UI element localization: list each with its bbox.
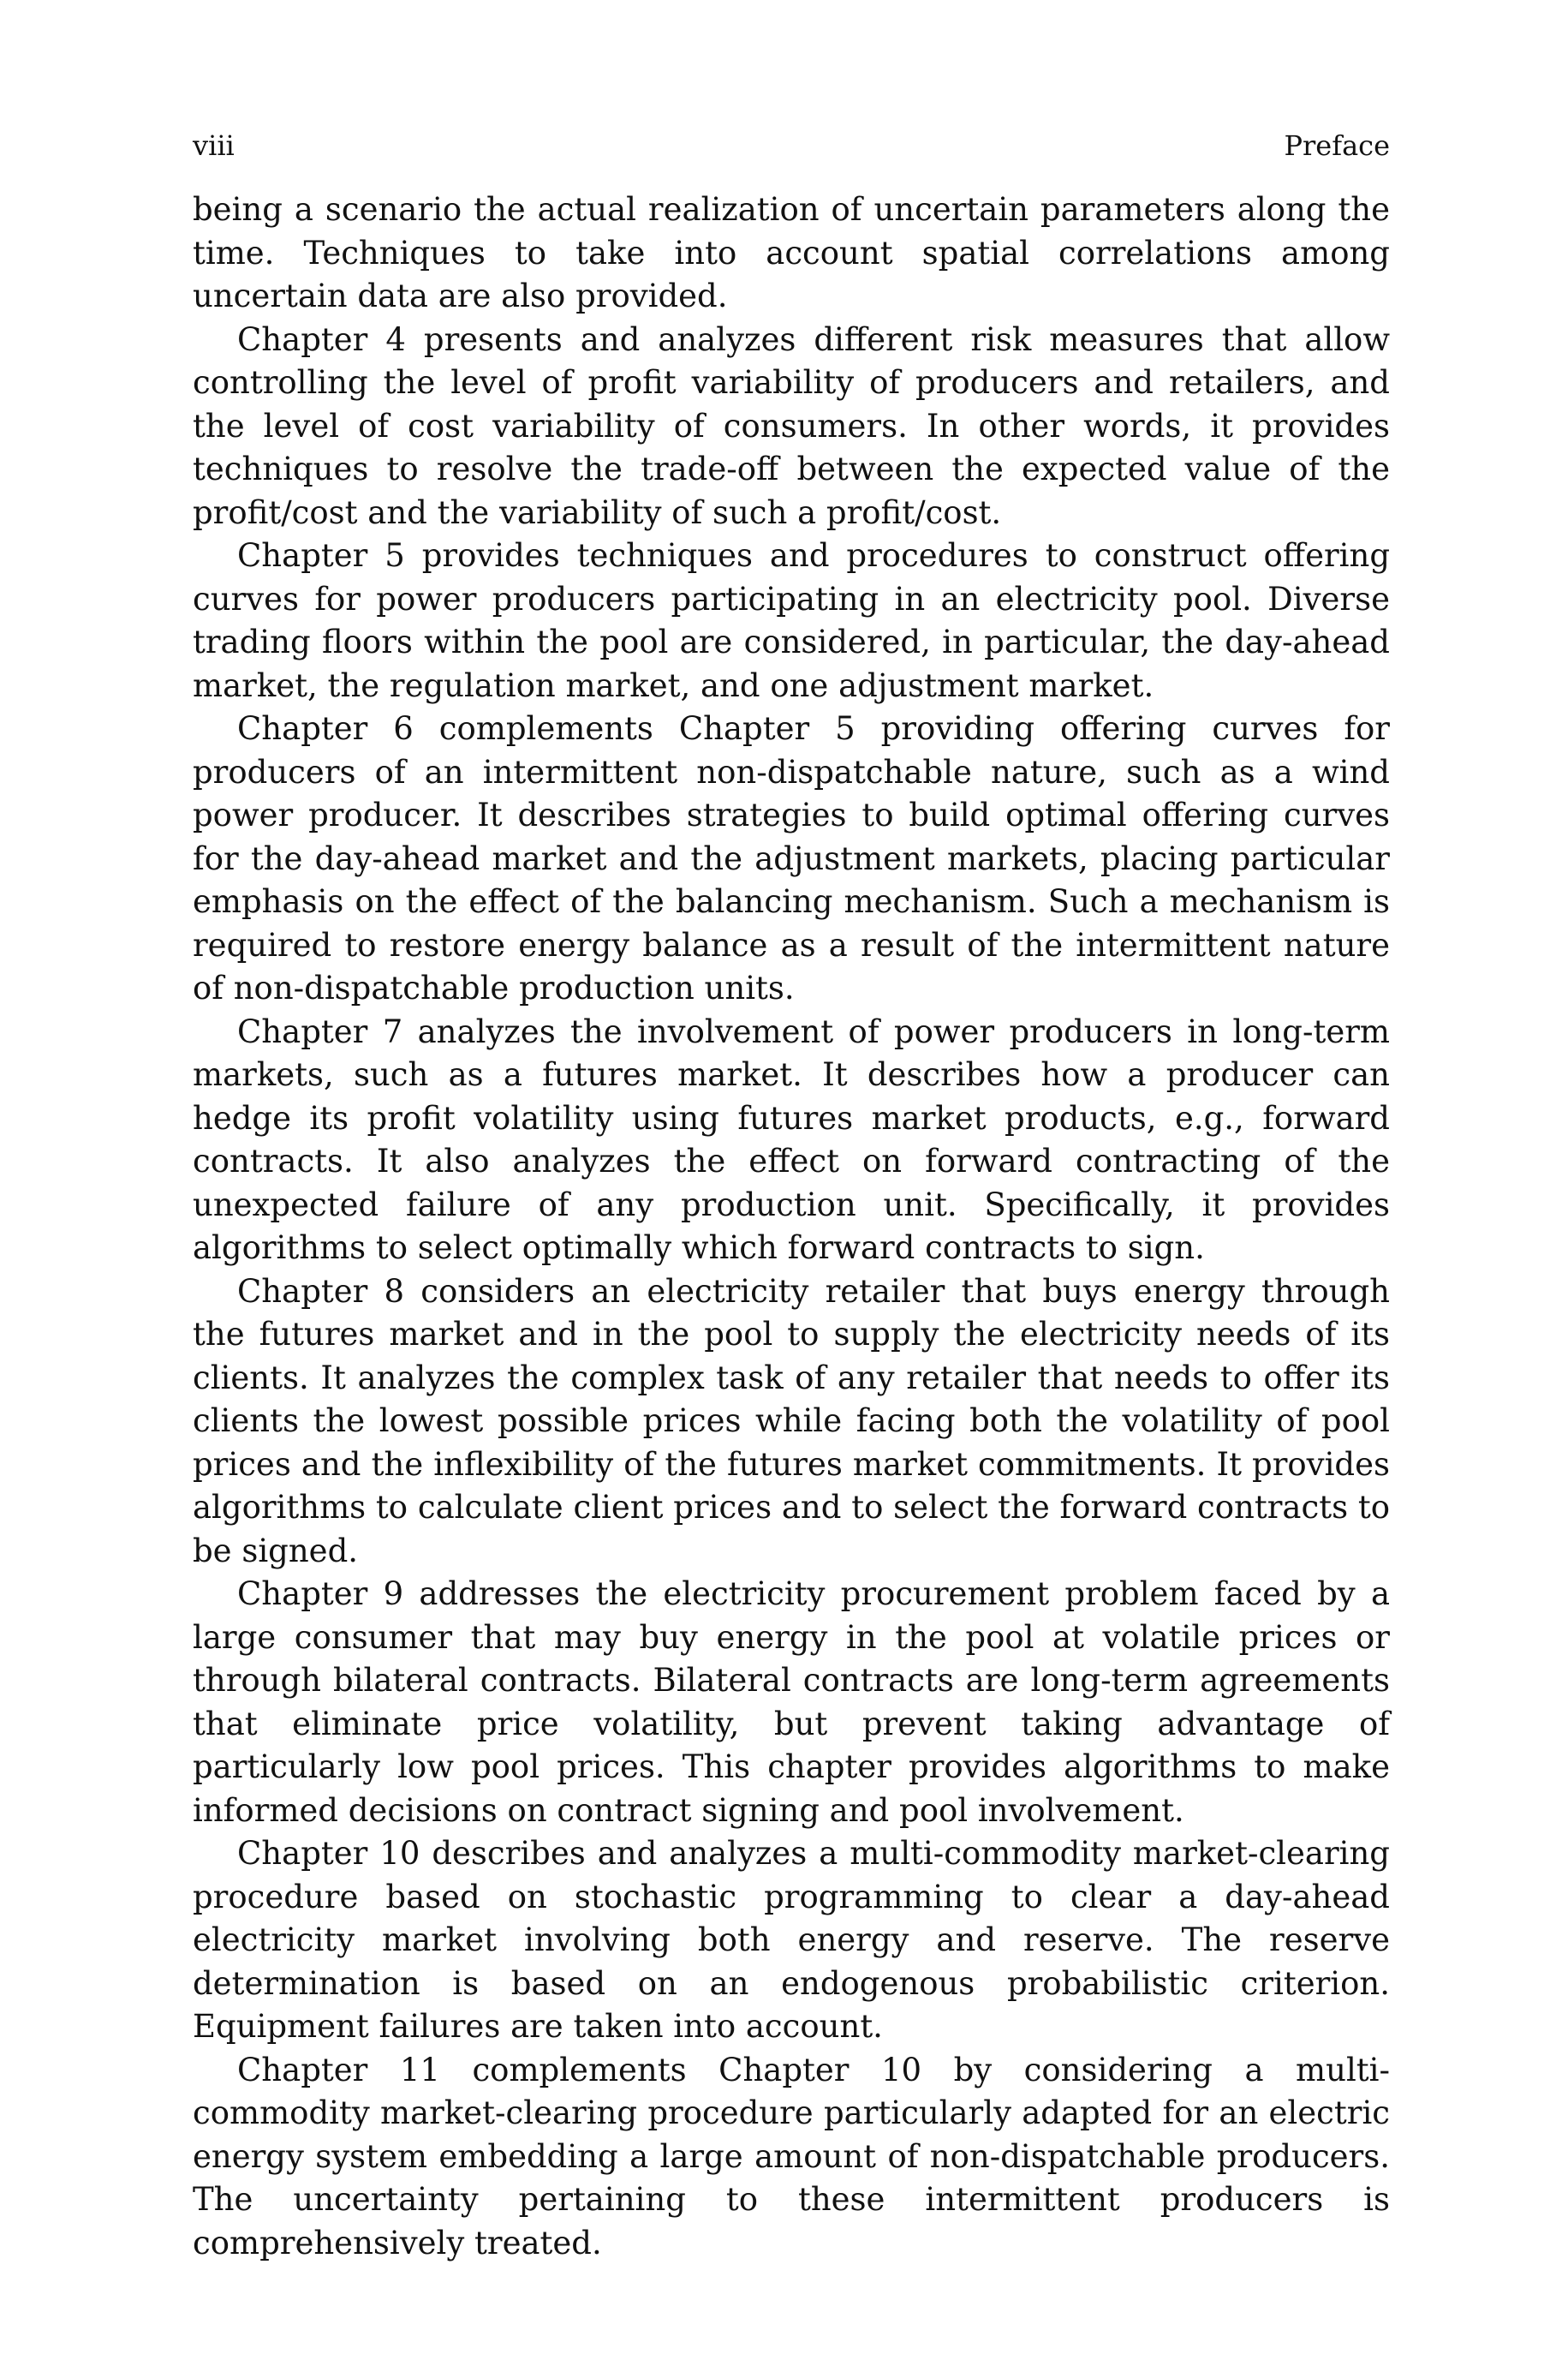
paragraph-continuation: being a scenario the actual realization of uncertain parameters along the time. Techniques to take into account spatial correlations among uncertain data are also provided.: [193, 191, 1390, 314]
paragraph-chapter-9: Chapter 9 addresses the electricity procurement problem faced by a large consumer that may buy energy in the pool at volatile prices or through bilateral contracts. Bilateral contracts are long-term agreements that eliminate price volatility, but prevent taking advantage of particularly low pool prices. This chapter provides algorithms to make informed decisions on contract signing and pool involvement.: [193, 1575, 1390, 1829]
paragraph-chapter-6: Chapter 6 complements Chapter 5 providing offering curves for producers of an intermittent non-dispatchable nature, such as a wind power producer. It describes strategies to build optimal offering curves for the day-ahead market and the adjustment markets, placing particular emphasis on the effect of the balancing mechanism. Such a mechanism is required to restore energy balance as a result of the intermittent nature of non-dispatchable production units.: [193, 710, 1390, 1007]
page-number: viii: [193, 129, 235, 162]
paragraph-chapter-7: Chapter 7 analyzes the involvement of power producers in long-term markets, such as a futures market. It describes how a producer can hedge its profit volatility using futures market products, e.g., forward contracts. It also analyzes the effect on forward contracting of the unexpected failure of any production unit. Specifically, it provides algorithms to select optimally which forward contracts to sign.: [193, 1013, 1390, 1266]
page: [193, 0, 1390, 2378]
paragraph-chapter-5: Chapter 5 provides techniques and procedures to construct offering curves for power producers participating in an electricity pool. Diverse trading floors within the pool are considered, in particular, the day-ahead market, the regulation market, and one adjustment market.: [193, 537, 1390, 704]
body-text: [193, 188, 1390, 2265]
paragraph-chapter-8: Chapter 8 considers an electricity retailer that buys energy through the futures market and in the pool to supply the electricity needs of its clients. It analyzes the complex task of any retailer that needs to offer its clients the lowest possible prices while facing both the volatility of pool prices and the inflexibility of the futures market commitments. It provides algorithms to calculate client prices and to select the forward contracts to be signed.: [193, 1272, 1390, 1569]
paragraph-chapter-11: Chapter 11 complements Chapter 10 by considering a multi-commodity market-clearing procedure particularly adapted for an electric energy system embedding a large amount of non-dispatchable producers. The uncertainty pertaining to these intermittent producers is comprehensively treated.: [193, 2051, 1390, 2261]
paragraph-chapter-4: Chapter 4 presents and analyzes different risk measures that allow controlling the level of profit variability of producers and retailers, and the level of cost variability of consumers. In other words, it provides techniques to resolve the trade-off between the expected value of the profit/cost and the variability of such a profit/cost.: [193, 320, 1390, 531]
paragraph-chapter-10: Chapter 10 describes and analyzes a multi-commodity market-clearing procedure based on stochastic programming to clear a day-ahead electricity market involving both energy and reserve. The reserve determination is based on an endogenous probabilistic criterion. Equipment failures are taken into account.: [193, 1835, 1390, 2045]
section-title: Preface: [1284, 129, 1390, 162]
running-head: [193, 128, 1390, 163]
